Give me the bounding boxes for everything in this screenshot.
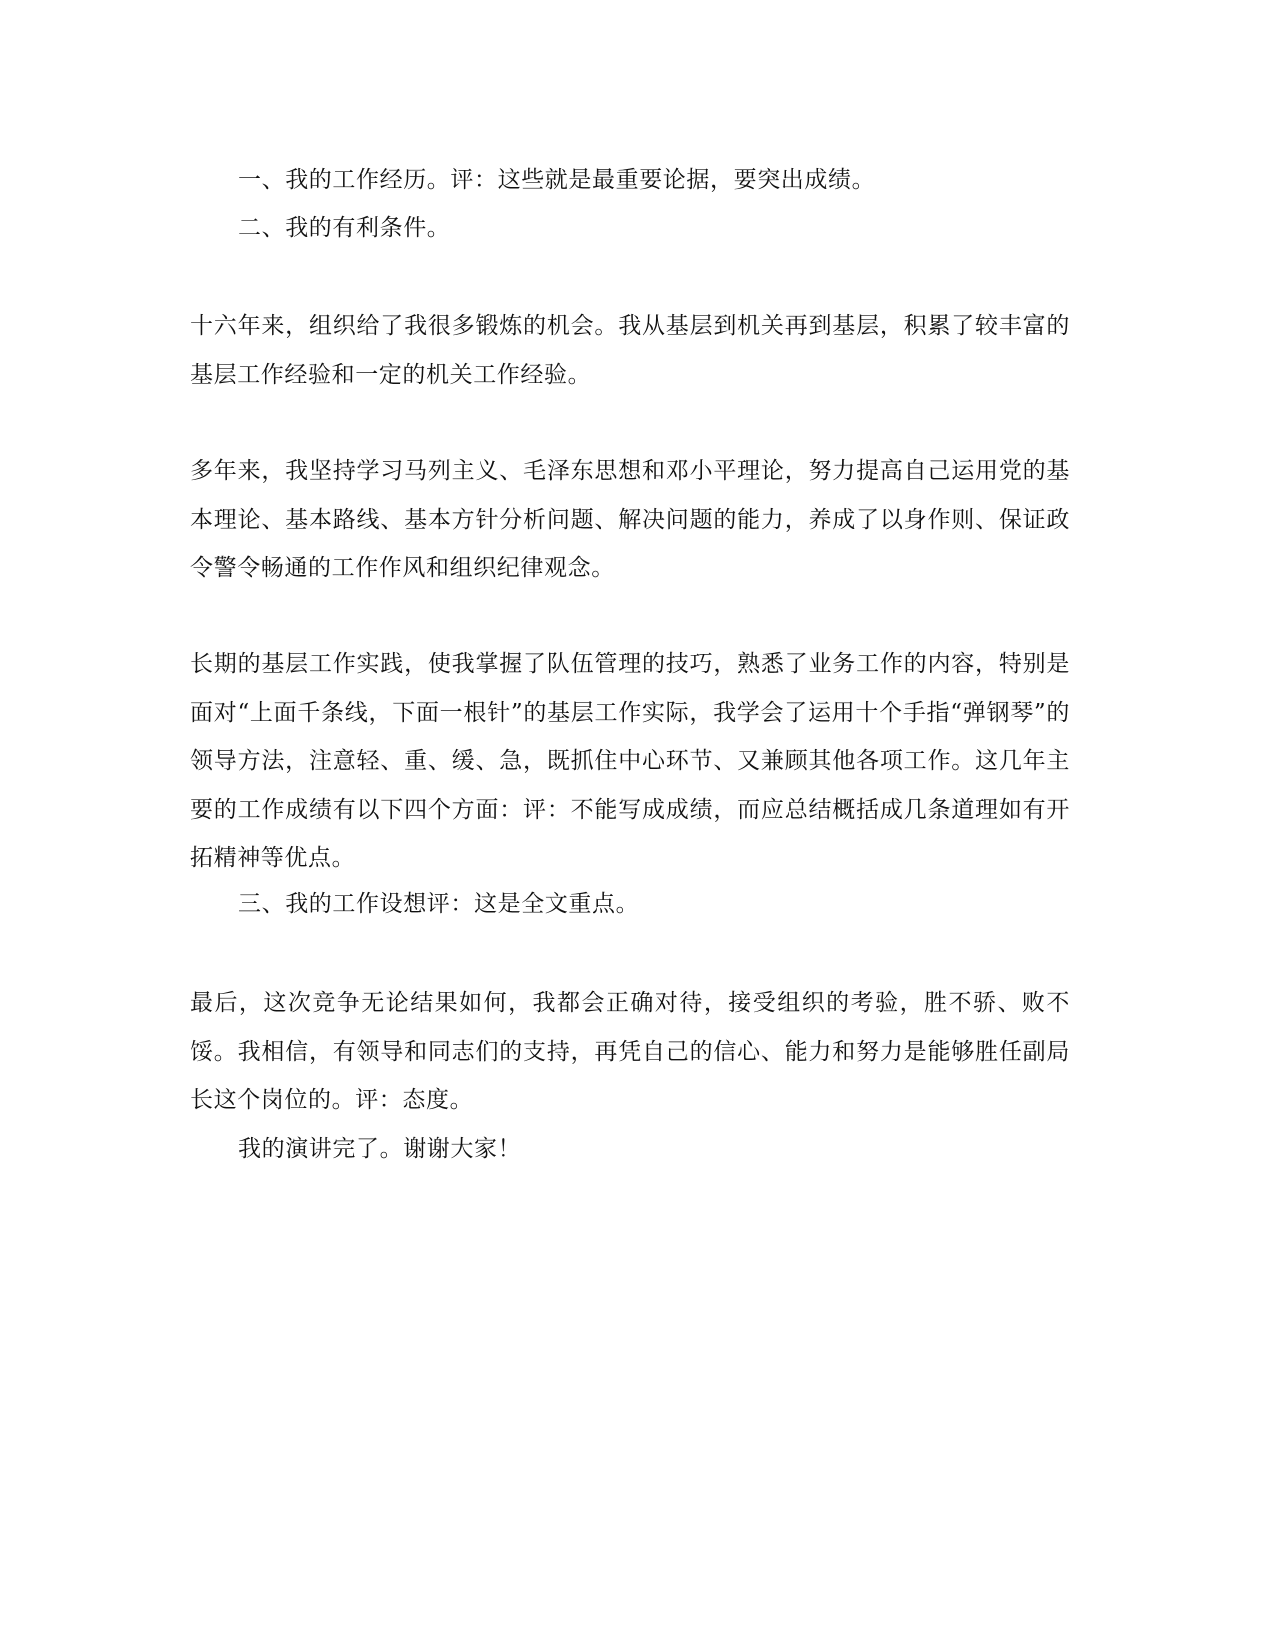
closing-line: 我的演讲完了。谢谢大家！ (238, 1136, 522, 1162)
body-paragraph-theory: 多年来，我坚持学习马列主义、毛泽东思想和邓小平理论，努力提高自己运用党的基本理论、基本路线、基本方针分析问题、解决问题的能力，养成了以身作则、保证政令警令畅通的工作作风和组织纪律观念。 (190, 458, 1070, 581)
section-heading-work-plan: 三、我的工作设想评：这是全文重点。 (238, 891, 640, 917)
body-paragraph-practice: 长期的基层工作实践，使我掌握了队伍管理的技巧，熟悉了业务工作的内容，特别是面对“上面千条线，下面一根针”的基层工作实际，我学会了运用十个手指“弹钢琴”的领导方法，注意轻、重、缓、急，既抓住中心环节、又兼顾其他各项工作。这几年主要的工作成绩有以下四个方面：评：不能写成成绩，而应总结概括成几条道理如有开拓精神等优点。 (190, 651, 1070, 871)
body-paragraph-experience: 十六年来，组织给了我很多锻炼的机会。我从基层到机关再到基层，积累了较丰富的基层工作经验和一定的机关工作经验。 (190, 313, 1070, 388)
section-heading-advantages: 二、我的有利条件。 (238, 215, 451, 241)
body-paragraph-conclusion: 最后，这次竞争无论结果如何，我都会正确对待，接受组织的考验，胜不骄、败不馁。我相信，有领导和同志们的支持，再凭自己的信心、能力和努力是能够胜任副局长这个岗位的。评：态度。 (190, 990, 1070, 1113)
section-heading-work-experience: 一、我的工作经历。评：这些就是最重要论据，要突出成绩。 (238, 167, 876, 193)
